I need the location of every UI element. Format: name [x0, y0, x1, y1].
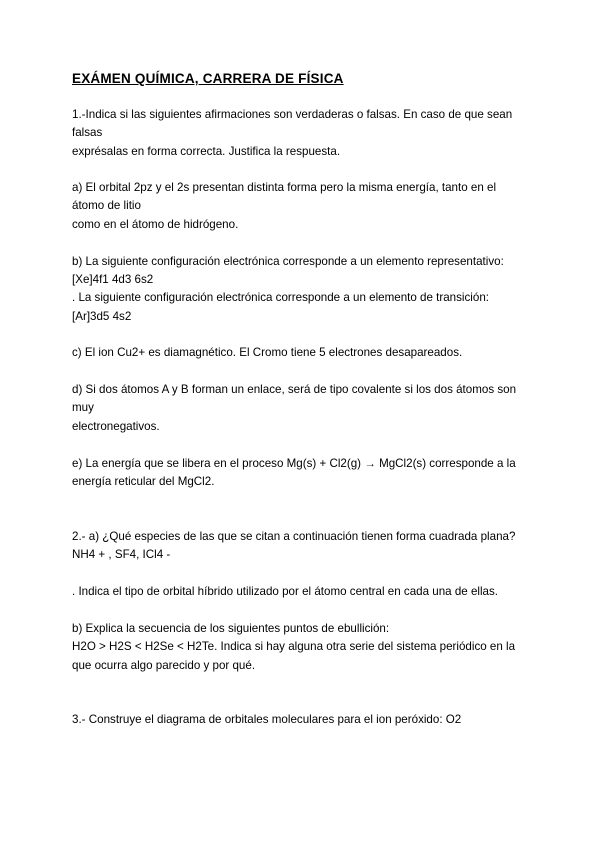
q1-intro-line-1: 1.-Indica si las siguientes afirmaciones son verdaderas o falsas. En caso de que sean [72, 108, 513, 121]
q1-b-line-2: [Xe]4f1 4d3 6s2 [72, 273, 154, 286]
q1-intro-line-2: falsas [72, 126, 103, 139]
q2-b-line-1: b) Explica la secuencia de los siguientes puntos de ebullición: [72, 622, 390, 635]
q1-a-line-2: átomo de litio [72, 199, 141, 212]
q1-b-line-4: [Ar]3d5 4s2 [72, 310, 132, 323]
q1-e-line-2: energía reticular del MgCl2. [72, 475, 215, 488]
q2-b-line-2: H2O > H2S < H2Se < H2Te. Indica si hay alguna otra serie del sistema periódico en la [72, 640, 516, 653]
page-title: EXÁMEN QUÍMICA, CARRERA DE FÍSICA [72, 71, 344, 86]
q2-a-line-2: NH4 + , SF4, ICl4 - [72, 548, 171, 561]
q1-b-line-3: . La siguiente configuración electrónica corresponde a un elemento de transición: [72, 291, 489, 304]
q1-d-line-2: muy [72, 401, 94, 414]
q2-a-hybrid-line: . Indica el tipo de orbital híbrido utilizado por el átomo central en cada una de ellas. [72, 585, 499, 598]
q1-e-line-1: e) La energía que se libera en el proceso Mg(s) + Cl2(g) → MgCl2(s) corresponde a la [72, 457, 516, 470]
q1-d-line-3: electronegativos. [72, 420, 160, 433]
q1-a-line-1: a) El orbital 2pz y el 2s presentan distinta forma pero la misma energía, tanto en el [72, 181, 497, 194]
q1-b-line-1: b) La siguiente configuración electrónica corresponde a un elemento representativo: [72, 255, 504, 268]
q3-line: 3.- Construye el diagrama de orbitales moleculares para el ion peróxido: O2 [72, 713, 462, 726]
q2-b-line-3: que ocurra algo parecido y por qué. [72, 659, 256, 672]
q1-intro-line-3: exprésalas en forma correcta. Justifica la respuesta. [72, 145, 341, 158]
q1-a-line-3: como en el átomo de hidrógeno. [72, 218, 239, 231]
q1-c-line: c) El ion Cu2+ es diamagnético. El Cromo tiene 5 electrones desapareados. [72, 346, 463, 359]
q1-d-line-1: d) Si dos átomos A y B forman un enlace, será de tipo covalente si los dos átomos son [72, 383, 517, 396]
q2-a-line-1: 2.- a) ¿Qué especies de las que se citan a continuación tienen forma cuadrada plana? [72, 530, 516, 543]
